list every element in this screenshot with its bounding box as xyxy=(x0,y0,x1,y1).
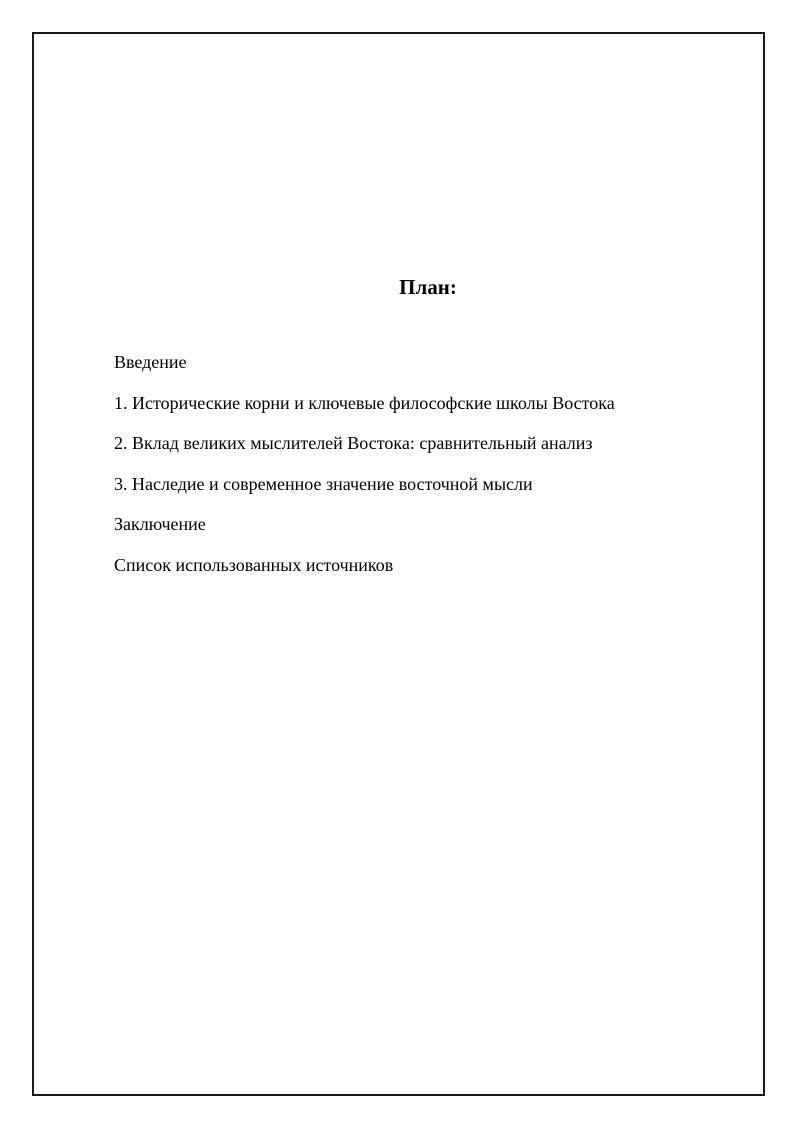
toc-item-introduction: Введение xyxy=(114,352,187,372)
toc-item-conclusion: Заключение xyxy=(114,514,206,534)
page-title: План: xyxy=(399,275,457,299)
toc-item-references: Список использованных источников xyxy=(114,554,394,575)
toc-item-chapter-1: 1. Исторические корни и ключевые философские школы Востока xyxy=(114,392,615,413)
table-of-contents xyxy=(114,350,615,593)
toc-item-chapter-3: 3. Наследие и современное значение восточной мысли xyxy=(114,473,533,494)
toc-item-chapter-2: 2. Вклад великих мыслителей Востока: сравнительный анализ xyxy=(114,433,593,453)
